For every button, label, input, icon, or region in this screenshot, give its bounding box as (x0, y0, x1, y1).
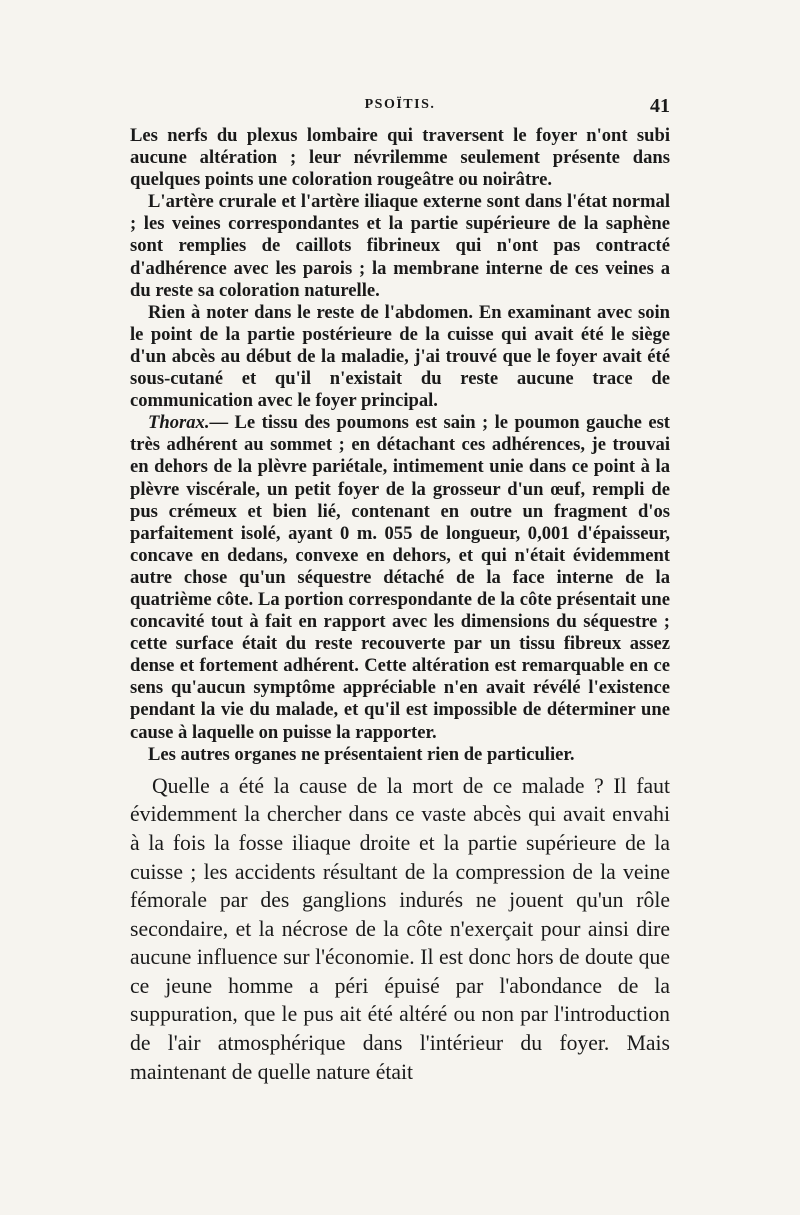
paragraph-abdomen: Rien à noter dans le reste de l'abdomen. En examinant avec soin le point de la partie postérieure de la cuisse qui avait été le siège d'un abcès au début de la maladie, j'ai trouvé que le foyer avait été sous-cutané et qu'il n'existait du reste aucune trace de communication avec le foyer principal. (130, 301, 670, 412)
commentary-text (130, 772, 670, 1087)
running-head (130, 95, 670, 125)
paragraph-arteries: L'artère crurale et l'artère iliaque externe sont dans l'état normal ; les veines correspondantes et la partie supérieure de la saphène sont remplies de caillots fibrineux qui n'ont pas contracté d'adhérence avec les parois ; la membrane interne de ces veines a du reste sa coloration naturelle. (130, 191, 670, 301)
paragraph-other-organs: Les autres organes ne présentaient rien de particulier. (148, 743, 575, 765)
paragraph-cause-of-death: Quelle a été la cause de la mort de ce malade ? Il faut évidemment la chercher dans ce vaste abcès qui avait envahi à la fois la fosse iliaque droite et la partie supérieure de la cuisse ; les accidents résultant de la compression de la veine fémorale par des ganglions indurés ne jouent qu'un rôle secondaire, et la nécrose de la côte n'exerçait pour ainsi dire aucune influence sur l'économie. Il est donc hors de doute que ce jeune homme a péri épuisé par l'abondance de la suppuration, que le pus ait été altéré ou non par l'introduction de l'air atmosphérique dans l'intérieur du foyer. Mais maintenant de quelle nature était (130, 773, 670, 1084)
page-number: 41 (650, 95, 670, 117)
paragraph-nerves: Les nerfs du plexus lombaire qui traversent le foyer n'ont subi aucune altération ; leur névrilemme seulement présente dans quelques points une coloration rougeâtre ou noirâtre. (130, 125, 670, 191)
observation-text (130, 125, 670, 766)
paragraph-thorax (130, 412, 670, 743)
thorax-label: Thorax. (148, 412, 210, 434)
book-page (130, 95, 670, 1086)
thorax-text: — Le tissu des poumons est sain ; le poumon gauche est très adhérent au sommet ; en détachant ces adhérences, je trouvai en dehors de la plèvre pariétale, intimement unie dans ce point à la plèvre viscérale, un petit foyer de la grosseur d'un œuf, rempli de pus crémeux et bien lié, contenant en outre un fragment d'os parfaitement isolé, ayant 0 m. 055 de longueur, 0,001 d'épaisseur, concave en dedans, convexe en dehors, et qui n'était évidemment autre chose qu'un séquestre détaché de la face interne de la quatrième côte. La portion correspondante de la côte présentait une concavité tout à fait en rapport avec les dimensions du séquestre ; cette surface était du reste recouverte par un tissu fibreux assez dense et fortement adhérent. Cette altération est remarquable en ce sens qu'aucun symptôme appréciable n'en avait révélé l'existence pendant la vie du malade, et qu'il est impossible de déterminer une cause à laquelle on puisse la rapporter. (130, 412, 670, 743)
running-title: PSOÏTIS. (364, 97, 436, 112)
